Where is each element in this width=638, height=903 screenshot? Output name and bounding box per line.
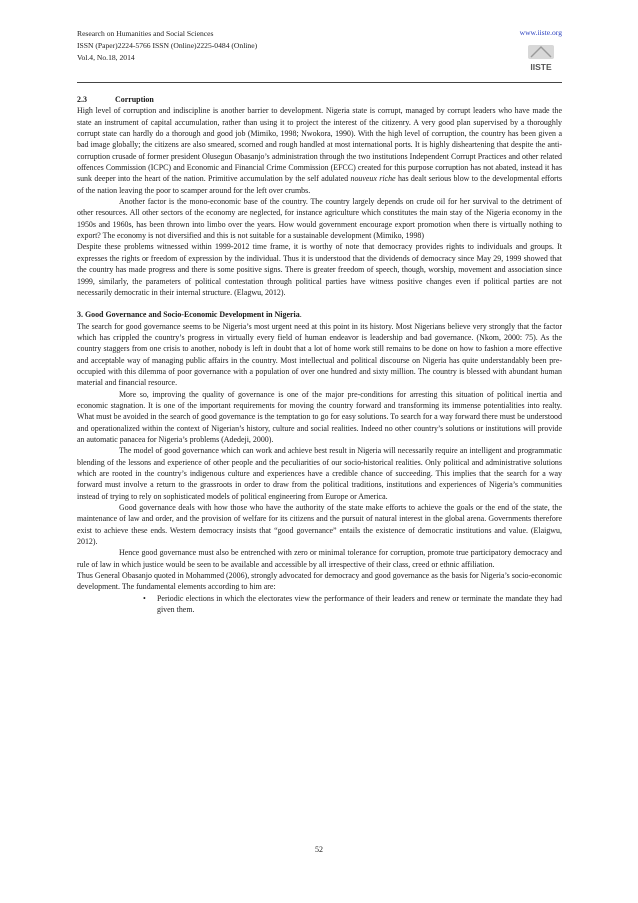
paragraph: More so, improving the quality of governance is one of the major pre-conditions for arresting this situation of political inertia and economic stagnation. It is one of the important requirements for moving the country forward and transforming its immense potentialities into realty. What must be avoided in the search of good governance is the temptation to go for easy solutions. To search for a way forward there must be understood and operationalized within the context of Nigerian’s history, culture and social realities. Indeed no other country’s solutions or institutions will provide an automatic panacea for Nigeria’s problems (Adedeji, 2000). [77,389,562,444]
paragraph [77,105,562,196]
paragraph: Hence good governance must also be entrenched with zero or minimal tolerance for corruption, promote true participatory democracy and rule of law in which justice would be seen to be available and accessible by all irrespective of their class, creed or ethnic affiliation. [77,548,562,569]
journal-name: Research on Humanities and Social Sciences [77,29,214,38]
spacer [77,298,562,309]
page-header [77,28,562,80]
volume-line: Vol.4, No.18, 2014 [77,53,135,62]
paragraph: The model of good governance which can work and achieve best result in Nigeria will necessarily require an intelligent and programmatic blending of the lessons and experience of other people and the peculiarities of our socio-historical realities. Only political and administrative solutions which are rooted in the country’s indigenous culture and experiences have a credible chance of succeeding. This implies that the search for a way forward must involve a return to the grassroots in order to draw from the political traditions, institutions and experiences of Nigeria’s communities instead of trying to rely on sophisticated models of political engineering from Europe or America. [77,446,562,501]
italic-term: nouveux riche [350,174,396,184]
list-item [143,593,562,616]
section-heading-corruption [77,94,562,105]
section-heading-governance [77,309,562,320]
journal-url-link[interactable]: www.iiste.org [519,28,562,37]
text-run: High level of corruption and indiscipline is another barrier to development. Nigeria state is corrupt, managed by corrupt leaders who have made the state an instrument of capital accumulation, rather than using it to project the interest of the citizenry. A very good plan supervised by a thoroughly corrupt state can hardly do a thorough and good job (Mimiko, 1998; Nwokora, 1990). With the high level of corruption, the country has been given a bad image globally; the citizens are also smeared, scorned and rough handled at most international ports. It is highly disheartening that despite the anti-corruption crusade of former president Olusegun Obasanjo’s administration through the two institutions Independent Corrupt Practices and other related offences Commission (ICPC) and Economic and Financial Crime Commission (EFCC) created for this purpose corruption has not abated, instead it has sunk deeper into the heart of the nation. Primitive accumulation by the self adulated [77,106,562,184]
bullet-icon: • [143,593,146,603]
paragraph: Another factor is the mono-economic base of the country. The country largely depends on crude oil for her survival to the detriment of other resources. All other sectors of the economy are neglected, for instance agriculture which constitutes the main stay of the Nigeria economy in the 1950s and 1960s, has been thrown into limbo over the years. How would government encourage export promotion when there is virtually nothing to export? The economy is not diversified and this is not suitable for a sustainable development (Mimiko, 1998) [77,197,562,241]
header-rule [77,82,562,83]
paragraph: Despite these problems witnessed within 1999-2012 time frame, it is worthy of note that democracy provides rights to individuals and groups. It expresses the rights or freedom of expression by the individual. Thus it is understood that the dividends of democracy since May 29, 1999 showed that the country has made progress and there is some positive signs. There is greater freedom of speech, though, worship, movement and association since 1999, similarly, the parameters of political contestation through political parties have witness positive changes even if political parties are not necessarily democratic in their internal structure. (Elagwu, 2012). [77,242,562,297]
issn-line: ISSN (Paper)2224-5766 ISSN (Online)2225-0484 (Online) [77,41,258,50]
section-title: Corruption [115,95,154,104]
paragraph: Thus General Obasanjo quoted in Mohammed (2006), strongly advocated for democracy and good governance as the basis for Nigeria’s socio-economic development. The fundamental elements according to him are: [77,571,562,592]
logo-text: IISTE [530,62,552,72]
section-title: 3. Good Governance and Socio-Economic Development in Nigeria [77,310,300,320]
page-number: 52 [315,845,323,854]
section-number: 2.3 [77,95,87,104]
heading-period: . [299,310,302,320]
article-body [77,94,562,824]
iiste-logo-icon [524,43,558,73]
list-item-text: Periodic elections in which the electorates view the performance of their leaders and renew or terminate the mandate they had given them. [157,593,562,615]
text-run: has dealt serious blow to the developmental efforts of the nation leaving the poor to scamper around for the left over crumbs. [77,174,562,195]
paragraph: Good governance deals with how those who have the authority of the state make efforts to achieve the goals or the end of the state, the maintenance of law and order, and the provision of welfare for its citizens and the pursuit of natural interest in the global arena. Governments therefore exist to achieve these ends. Western democracy insists that “good governance” entails the existence of democratic institutions and value. (Elaigwu, 2012). [77,503,562,547]
paragraph: The search for good governance seems to be Nigeria’s most urgent need at this point in its history. Most Nigerians believe very strongly that the factor which has crippled the country’s progress in virtually every field of human endeavor is leadership and bad governance. (Nkom, 2000: 75). As the country staggers from one crisis to another, nobody is left in doubt that a lot of home work still remains to be done on how to fashion a more effective and acceptable way of managing public affairs in the country. Most intellectual and political discourse on Nigeria has quite understandably been pre- occupied with this dilemma of poor governance with a population of over one hundred and sixty million. The country is blessed with abundant human material and financial resource. [77,321,562,388]
